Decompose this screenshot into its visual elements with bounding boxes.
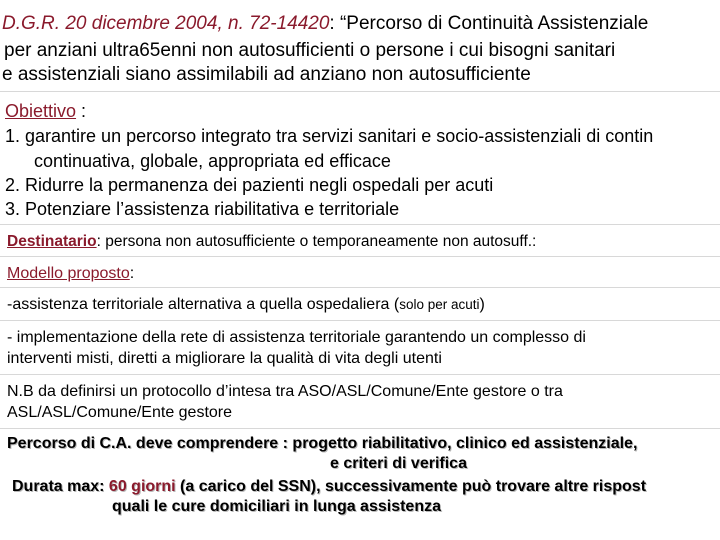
divider-7 (0, 428, 720, 429)
obiettivo-colon: : (76, 101, 87, 121)
destinatario-text: : persona non autosufficiente o temporaneamente non autosuff.: (96, 233, 537, 250)
modello-alternative-text: -assistenza territoriale alternativa a quella ospedaliera ( (7, 296, 400, 313)
divider-4 (0, 287, 720, 288)
obiettivo-item-1-cont: continuativa, globale, appropriata ed efficace (34, 151, 391, 171)
obiettivo-item-2: 2. Ridurre la permanenza dei pazienti negli ospedali per acuti (5, 175, 494, 195)
durata-line-2: quali le cure domiciliari in lunga assistenza (112, 498, 441, 515)
obiettivo-label: Obiettivo (5, 101, 77, 121)
modello-implementation-line-1: - implementazione della rete di assistenza territoriale garantendo un complesso di (7, 329, 586, 346)
nb-line-1: N.B da definirsi un protocollo d’intesa tra ASO/ASL/Comune/Ente gestore o tra (7, 383, 563, 400)
nb-line-2: ASL/ASL/Comune/Ente gestore (7, 404, 233, 421)
percorso-line-1: Percorso di C.A. deve comprendere : progetto riabilitativo, clinico ed assistenziale, (7, 435, 638, 452)
header-line-1 (2, 12, 648, 35)
divider-6 (0, 374, 720, 375)
durata-days: 60 giorni (108, 478, 176, 495)
durata-label: Durata max: (12, 478, 109, 495)
header-line-2: per anziani ultra65enni non autosufficienti o persone i cui bisogni sanitari (4, 40, 616, 61)
modello-heading (7, 264, 134, 284)
durata-rest: (a carico del SSN), successivamente può trovare altre rispost (175, 478, 647, 495)
obiettivo-item-3: 3. Potenziare l’assistenza riabilitativa e territoriale (5, 199, 400, 219)
modello-label: Modello proposto (7, 265, 130, 282)
divider-3 (0, 256, 720, 257)
modello-colon: : (129, 265, 135, 282)
obiettivo-item-1: 1. garantire un percorso integrato tra servizi sanitari e socio-assistenziali di contin (5, 126, 654, 146)
destinatario-line (7, 232, 536, 252)
decree-reference: D.G.R. 20 dicembre 2004, n. 72-14420 (2, 13, 330, 34)
destinatario-label: Destinatario (7, 233, 97, 250)
divider-1 (0, 91, 720, 92)
obiettivo-heading (5, 100, 86, 122)
modello-implementation-line-2: interventi misti, diretti a migliorare la qualità di vita degli utenti (7, 350, 442, 367)
divider-5 (0, 320, 720, 321)
percorso-line-2: e criteri di verifica (330, 455, 467, 472)
header-quote: “Percorso di Continuità Assistenziale (339, 13, 649, 34)
header-line-3: e assistenziali siano assimilabili ad anziano non autosufficiente (2, 64, 531, 85)
modello-alternative-close: ) (479, 296, 485, 313)
divider-2 (0, 224, 720, 225)
durata-line-1 (12, 477, 646, 497)
modello-alternative (7, 295, 485, 315)
header-colon: : (329, 13, 340, 34)
modello-alternative-note: solo per acuti (399, 297, 480, 312)
